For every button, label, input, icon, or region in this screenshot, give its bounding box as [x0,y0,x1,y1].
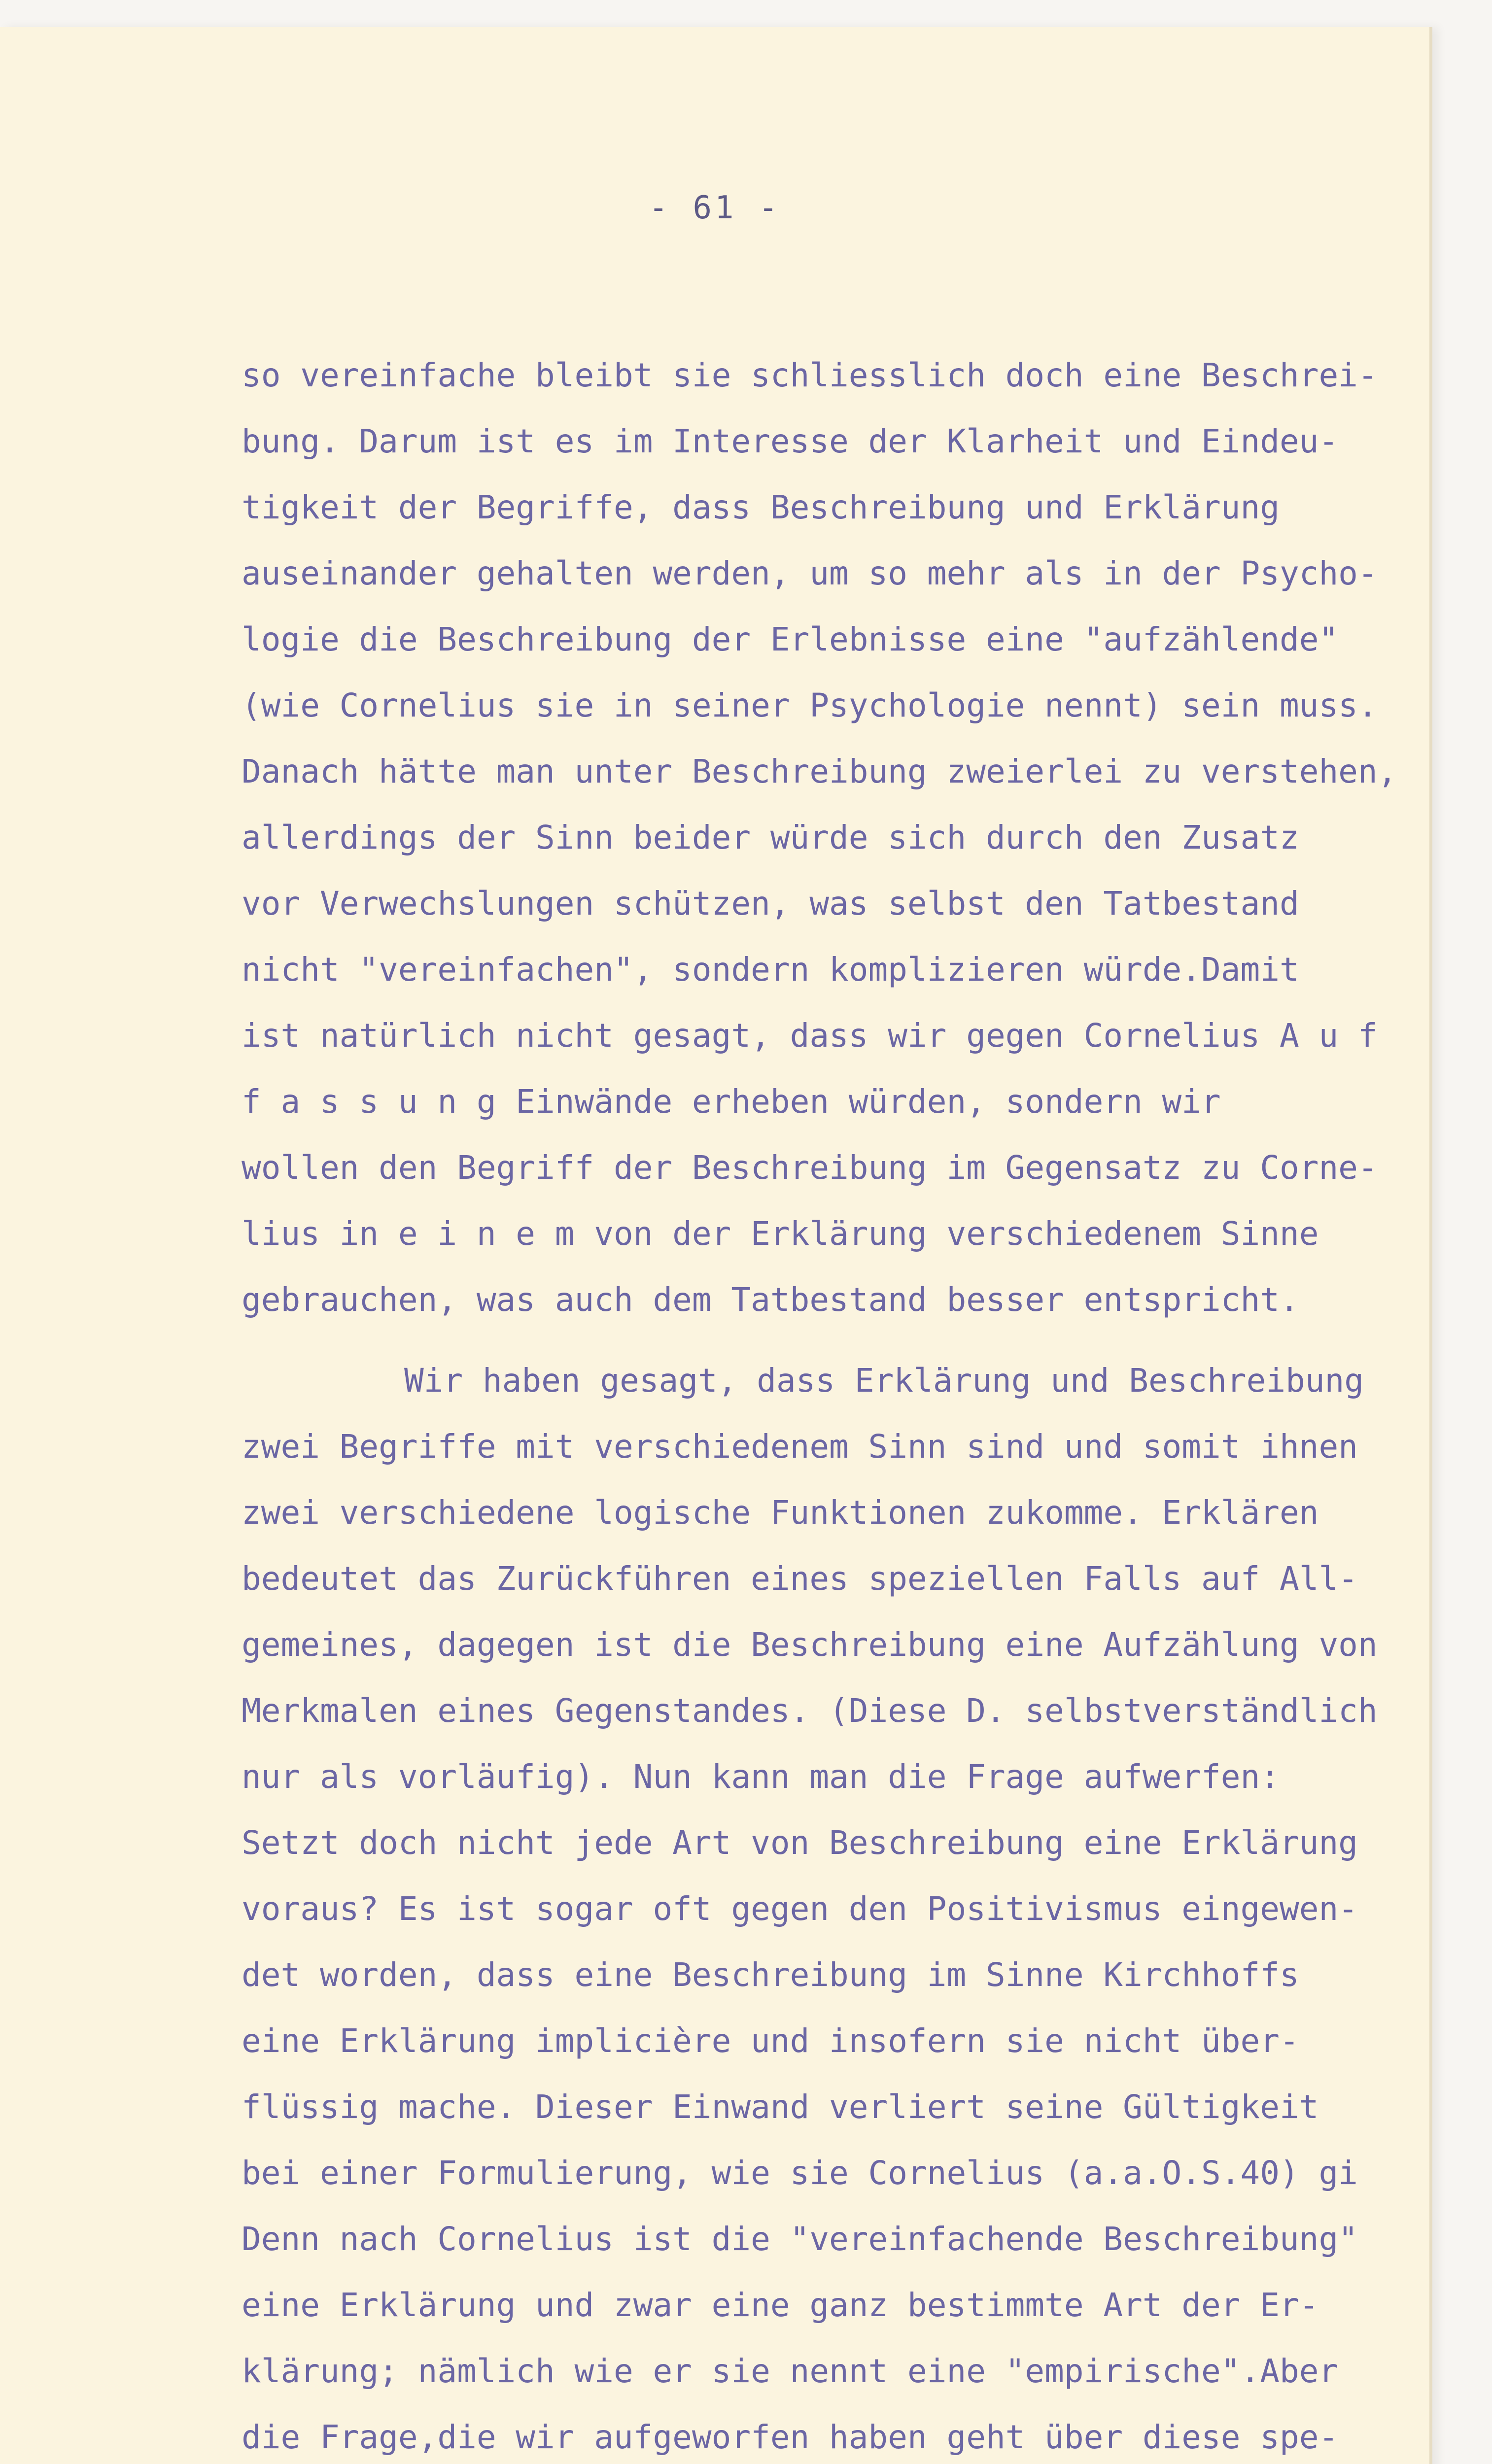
text-line: lius in e i n e m von der Erklärung verschiedenem Sinne [242,1215,1319,1253]
text-line: tigkeit der Begriffe, dass Beschreibung und Erklärung [242,488,1280,526]
text-line: bung. Darum ist es im Interesse der Klarheit und Eindeu- [242,422,1339,460]
text-line: eine Erklärung implicière und insofern sie nicht über- [242,2022,1299,2060]
text-line: ist natürlich nicht gesagt, dass wir gegen Cornelius A u f [242,1017,1378,1055]
text-line: Merkmalen eines Gegenstandes. (Diese D. selbstverständlich [242,1692,1378,1730]
text-line: klärung; nämlich wie er sie nennt eine "empirische".Aber [242,2352,1339,2390]
text-line: allerdings der Sinn beider würde sich durch den Zusatz [242,819,1299,856]
text-line: so vereinfache bleibt sie schliesslich doch eine Beschrei- [242,356,1378,394]
text-line: nicht "vereinfachen", sondern komplizieren würde.Damit [242,951,1299,989]
paragraph-2 [242,1348,1424,2464]
text-line: Danach hätte man unter Beschreibung zweierlei zu verstehen, [242,753,1397,790]
text-line: wollen den Begriff der Beschreibung im Gegensatz zu Corne- [242,1149,1378,1187]
text-line: gebrauchen, was auch dem Tatbestand besser entspricht. [242,1281,1299,1319]
text-line: Setzt doch nicht jede Art von Beschreibung eine Erklärung [242,1824,1358,1862]
page-number: - 61 - [649,190,781,226]
text-line: zwei Begriffe mit verschiedenem Sinn sind und somit ihnen [242,1428,1358,1466]
text-line: bedeutet das Zurückführen eines speziellen Falls auf All- [242,1560,1358,1598]
text-line: eine Erklärung und zwar eine ganz bestimmte Art der Er- [242,2286,1319,2324]
text-line: nur als vorläufig). Nun kann man die Frage aufwerfen: [242,1758,1280,1796]
text-line: f a s s u n g Einwände erheben würden, sondern wir [242,1083,1221,1121]
text-line: voraus? Es ist sogar oft gegen den Positivismus eingewen- [242,1890,1358,1928]
text-line: Denn nach Cornelius ist die "vereinfachende Beschreibung" [242,2220,1358,2258]
document-page [0,27,1432,2464]
text-line: det worden, dass eine Beschreibung im Sinne Kirchhoffs [242,1956,1299,1994]
paragraph-1 [242,342,1424,1333]
text-line: bei einer Formulierung, wie sie Cornelius (a.a.O.S.40) gi [242,2154,1358,2192]
text-line: flüssig mache. Dieser Einwand verliert seine Gültigkeit [242,2088,1319,2126]
text-line: zwei verschiedene logische Funktionen zukomme. Erklären [242,1494,1319,1532]
text-line: die Frage,die wir aufgeworfen haben geht über diese spe- [242,2418,1339,2456]
text-line: vor Verwechslungen schützen, was selbst den Tatbestand [242,885,1299,923]
text-line: (wie Cornelius sie in seiner Psychologie nennt) sein muss. [242,686,1378,724]
text-line: logie die Beschreibung der Erlebnisse eine "aufzählende" [242,620,1339,658]
text-line: Wir haben gesagt, dass Erklärung und Beschreibung [404,1362,1364,1400]
text-line: auseinander gehalten werden, um so mehr als in der Psycho- [242,554,1378,592]
text-line: gemeines, dagegen ist die Beschreibung eine Aufzählung von [242,1626,1378,1664]
